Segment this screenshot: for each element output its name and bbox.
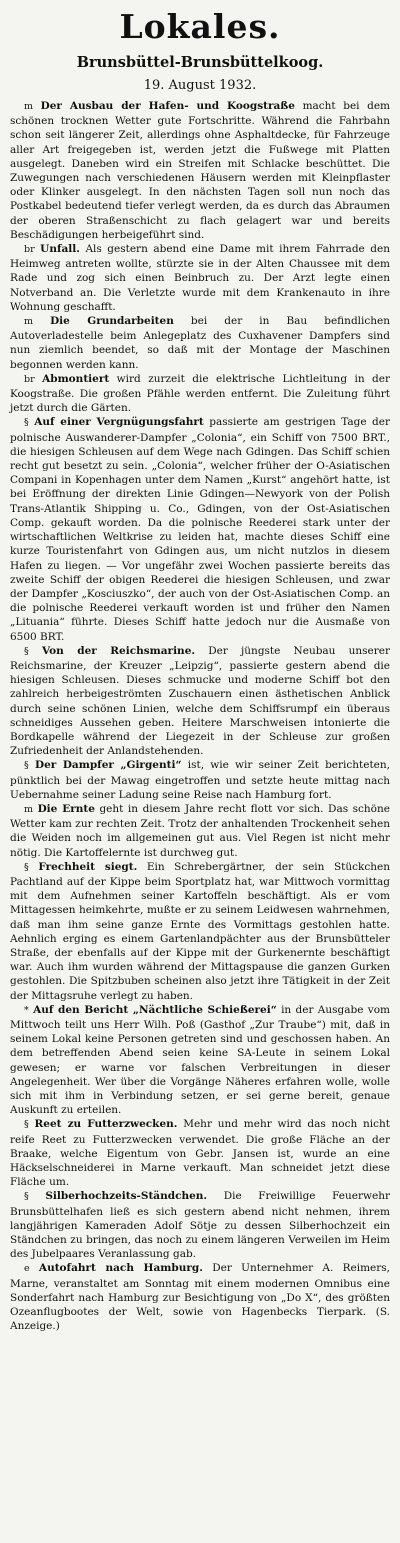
news-item	[10, 1117, 390, 1189]
item-marker: *	[24, 1004, 29, 1016]
item-marker: m	[24, 803, 34, 815]
item-marker: §	[24, 1191, 29, 1203]
item-marker: §	[24, 760, 29, 772]
item-body: Mehr und mehr wird das noch nicht reife Reet zu Futterzwecken verwendet. Die große Fläche an der Braake, welche Eigentum von Gebr. Jansen ist, wurde an eine Häckselschneiderei in Marne verkauft. Man schneidet jetzt diese Fläche um.	[10, 1118, 391, 1189]
item-body: wird zurzeit die elektrische Lichtleitung in der Koogstraße. Die großen Pfähle werden entfernt. Die Zuleitung führt jetzt durch die Gärten.	[10, 372, 391, 415]
news-items	[10, 99, 390, 1333]
item-body: Der Unternehmer A. Reimers, Marne, veranstaltet am Sonntag mit einem modernen Omnibus eine Sonderfahrt nach Hamburg zur Besichtigung von „Do X“, des größten Ozeanflugbootes der Welt, sowie von Hagenbecks Tierpark. (S. Anzeige.)	[10, 1262, 391, 1333]
dateline: 19. August 1932.	[143, 78, 257, 93]
news-item	[10, 372, 390, 416]
item-lead: Autofahrt nach Hamburg.	[38, 1262, 203, 1275]
news-item	[10, 1189, 390, 1261]
news-item	[10, 860, 390, 1003]
item-marker: m	[24, 101, 34, 112]
news-item	[10, 644, 390, 759]
item-body: geht in diesem Jahre recht flott vor sich. Das schöne Wetter kam zur rechten Zeit. Trotz der anhaltenden Trockenheit sehen die Weiden noch im allgemeinen gut aus. Viel Regen ist nicht mehr nötig. Die Kartoffelernte ist durchweg gut.	[10, 802, 390, 859]
news-item	[10, 99, 390, 242]
news-item	[10, 1003, 390, 1118]
item-body: Die Freiwillige Feuerwehr Brunsbüttelhafen ließ es sich gestern abend nicht nehmen, ihrem langjährigen Kameraden Adolf Sötje zu dessen Silberhochzeit ein Ständchen zu bringen, das noch zu einem längeren Verweilen im Heim des Jubelpaares Veranlassung gab.	[10, 1190, 390, 1261]
news-item	[10, 758, 390, 802]
item-marker: §	[24, 861, 29, 873]
item-marker: br	[24, 373, 35, 385]
item-body: bei der in Bau befindlichen Autoverladestelle beim Anlegeplatz des Cuxhavener Dampfers sind nun ziemlich beendet, so daß mit der Montage der Maschinen begonnen werden kann.	[10, 315, 391, 371]
item-marker: §	[24, 417, 29, 429]
section-masthead: Lokales.	[119, 7, 281, 46]
item-lead: Silberhochzeits-Ständchen.	[45, 1190, 208, 1203]
item-lead: Die Grundarbeiten	[50, 315, 174, 328]
item-lead: Frechheit siegt.	[38, 860, 138, 873]
item-lead: Auf einer Vergnügungsfahrt	[34, 416, 204, 429]
item-lead: Auf den Bericht „Nächtliche Schießerei“	[33, 1003, 277, 1016]
item-body: in der Ausgabe vom Mittwoch teilt uns Herr Wilh. Poß (Gasthof „Zur Traube“) mit, daß in seinem Lokal keine Personen getreten sind und geschossen haben. An dem betreffenden Abend seien keine SA-Leute in seinem Lokal gewesen; er warne vor falschen Verbreitungen in dieser Angelegenheit. Wer über die Vorgänge Näheres erfahren wolle, wolle sich mit ihm in Verbindung setzen, er sei gerne bereit, genaue Auskunft zu erteilen.	[10, 1003, 390, 1117]
item-lead: Die Ernte	[37, 802, 95, 815]
item-body: Ein Schrebergärtner, der sein Stückchen Pachtland auf der Kippe beim Sportplatz hat, war Mittwoch vormittag mit dem Aufnehmen seiner Kartoffeln beschäftigt. Als er vom Mittagessen heimkehrte, mußte er zu seinem Leidwesen wahrnehmen, daß man ihm seine ganze Ernte des Vormittags gestohlen hatte. Aehnlich erging es einem Gartenlandpächter aus der Brunsbütteler Straße, der ebenfalls auf der Kippe mit der Gurkenernte beschäftigt war. Auch ihm wurden während der Mittagspause die ganzen Gurken gestohlen. Die Spitzbuben scheinen also jetzt ihre Tätigkeit in der Zeit der Mittagsruhe verlegt zu haben.	[10, 860, 390, 1002]
news-item	[10, 415, 390, 643]
item-lead: Der Ausbau der Hafen- und Koogstraße	[40, 100, 295, 112]
item-lead: Reet zu Futterzwecken.	[34, 1118, 178, 1131]
item-marker: br	[24, 244, 35, 256]
item-body: ist, wie wir seiner Zeit berichteten, pünktlich bei der Mawag eingetroffen und setzte heute mittag nach Uebernahme seiner Ladung seine Reise nach Hamburg fort.	[10, 759, 391, 801]
item-body: Der jüngste Neubau unserer Reichsmarine, der Kreuzer „Leipzig“, passierte gestern abend die hiesigen Schleusen. Dieses schmucke und moderne Schiff bot den zahlreich herbeigeströmten Zuschauern einen ästhetischen Anblick durch seine schönen Linien, welche dem Schiffsrumpf ein überaus schneidiges Aussehen geben. Heitere Marschweisen intonierte die Bordkapelle während der Liegezeit in der Schleuse zur großen Zufriedenheit der Anlandstehenden.	[10, 644, 390, 758]
item-marker: m	[24, 316, 34, 328]
item-body: Als gestern abend eine Dame mit ihrem Fahrrade den Heimweg antreten wollte, stürzte sie in der Alten Chaussee mit dem Rade und zog sich einen Beinbruch zu. Der Arzt legte einen Notverband an. Die Verletzte wurde mit dem Krankenauto in ihre Wohnung geschafft.	[10, 243, 390, 313]
item-marker: §	[24, 1119, 29, 1131]
item-lead: Von der Reichsmarine.	[41, 644, 196, 657]
item-lead: Abmontiert	[42, 372, 110, 385]
news-item	[10, 1261, 390, 1333]
item-marker: §	[24, 645, 29, 657]
item-marker: e	[24, 1263, 30, 1275]
news-item	[10, 802, 390, 860]
locality-heading: Brunsbüttel-Brunsbüttelkoog.	[76, 54, 324, 71]
news-item	[10, 314, 390, 372]
item-lead: Der Dampfer „Girgenti“	[34, 759, 182, 772]
item-body: passierte am gestrigen Tage der polnische Auswanderer-Dampfer „Colonia“, ein Schiff von 7500 BRT., die hiesigen Schleusen auf dem Wege nach Gdingen. Das Schiff schien recht gut besetzt zu sein. „Colonia“, welcher früher der O-Asiatischen Compani in Kopenhagen unter dem Namen „Kurst“ angehört hatte, ist bei Eröffnung der direkten Linie Gdingen—Newyork von der Polish Trans-Atlantik Shipping u. Co., Gdingen, von der Ost-Asiatischen Comp. gekauft worden. Da die polnische Reederei stark unter der wirtschaftlichen Weltkrise zu leiden hat, machte dieses Schiff eine kurze Touristenfahrt von Gdingen aus, um nicht nutzlos in diesem Hafen zu liegen. — Vor ungefähr zwei Wochen passierte bereits das zweite Schiff der obigen Reederei die hiesigen Schleusen, und zwar der Dampfer „Kosciuszko“, der auch von der Ost-Asiatischen Comp. an die polnische Reederei verkauft worden ist und früher den Namen „Lituania“ führte. Dieses Schiff hatte jedoch nur die Ausmaße von 6500 BRT.	[10, 416, 390, 643]
news-item	[10, 242, 390, 314]
item-lead: Unfall.	[40, 243, 80, 256]
item-body: macht bei dem schönen trocknen Wetter gute Fortschritte. Während die Fahrbahn schon seit längerer Zeit, allerdings ohne Asphaltdecke, für Fahrzeuge aller Art freigegeben ist, werden jetzt die Fußwege mit Platten ausgelegt. Daneben wird ein Streifen mit Schlacke beschüttet. Die Zuwegungen nach verschiedenen Häusern werden mit Kleinpflaster oder Klinker ausgelegt. In den nächsten Tagen soll nun noch das Postkabel bedeutend tiefer verlegt werden, da es durch das Abraumen der oberen Straßenschicht zu flach gelagert war und bereits Beschädigungen herbeigeführt sind.	[10, 100, 390, 241]
